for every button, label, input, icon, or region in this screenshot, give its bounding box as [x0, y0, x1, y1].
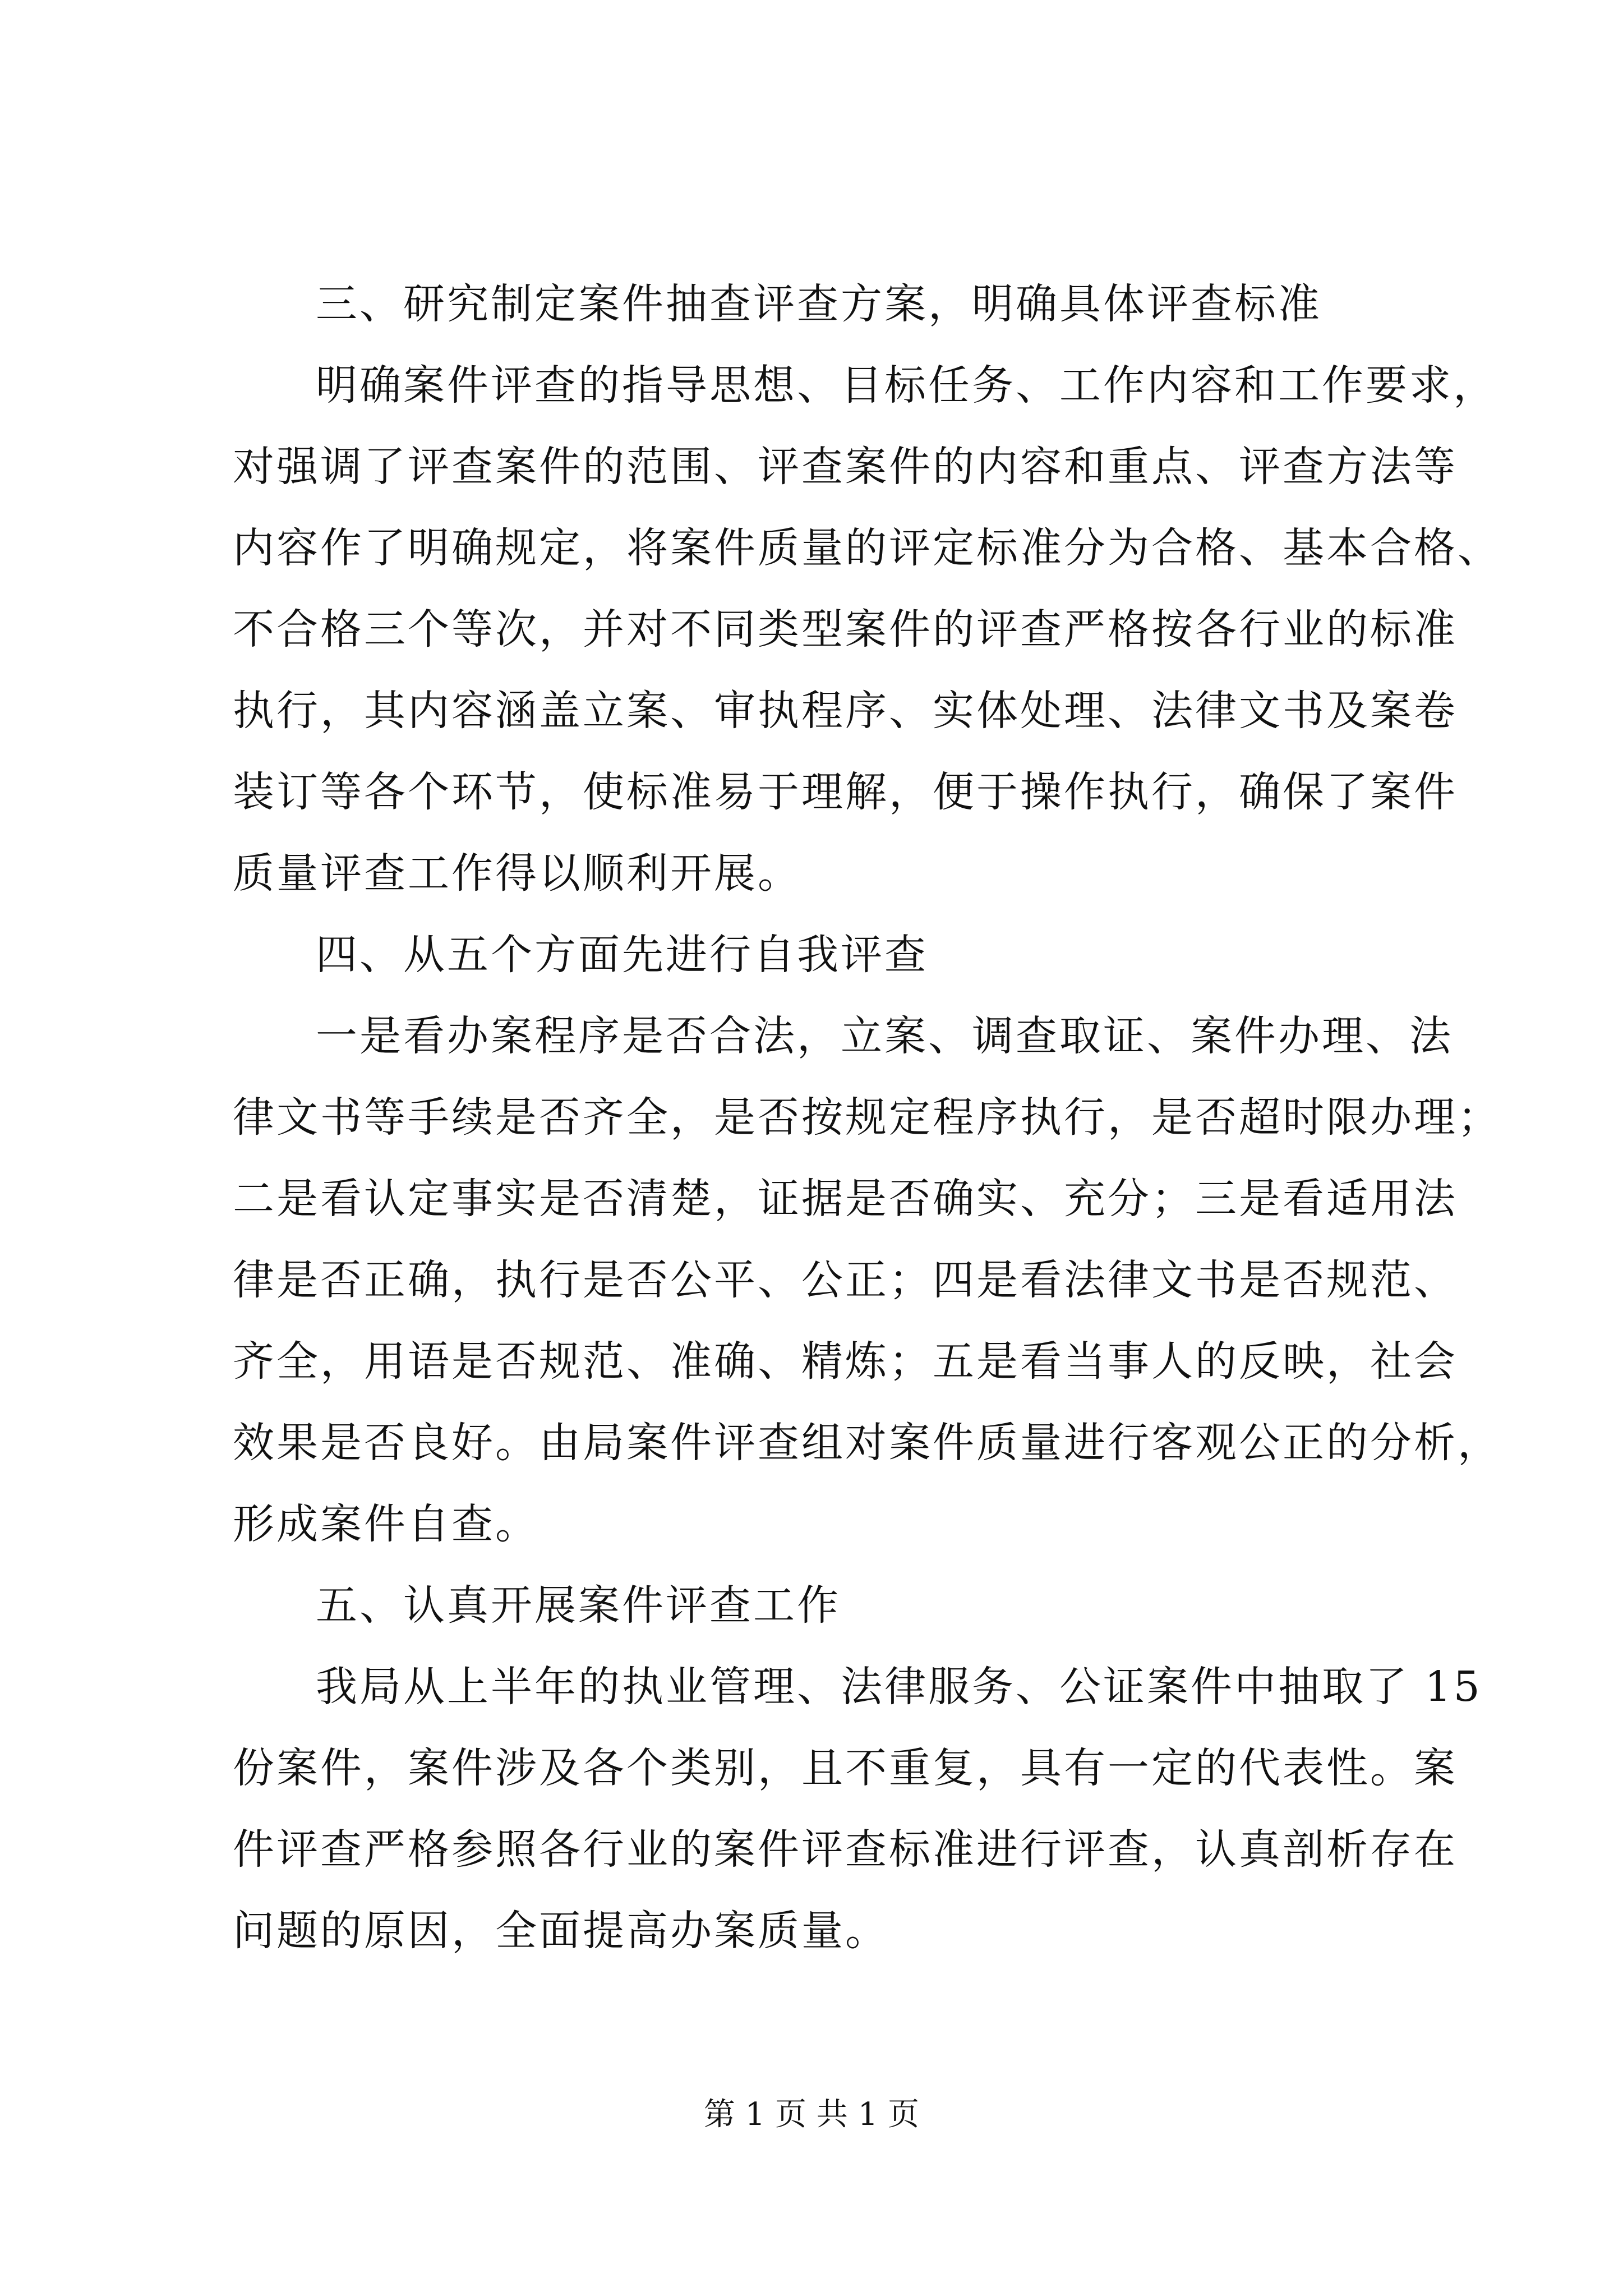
paragraph-line: 件评查严格参照各行业的案件评查标准进行评查，认真剖析存在 [233, 1825, 1458, 1874]
paragraph-line: 二是看认定事实是否清楚，证据是否确实、充分；三是看适用法 [233, 1175, 1458, 1223]
paragraph-line: 明确案件评查的指导思想、目标任务、工作内容和工作要求， [316, 361, 1497, 409]
paragraph-line: 效果是否良好。由局案件评查组对案件质量进行客观公正的分析， [233, 1419, 1501, 1467]
section-heading-5: 五、认真开展案件评查工作 [316, 1581, 841, 1630]
paragraph-line: 问题的原因，全面提高办案质量。 [233, 1907, 889, 1955]
paragraph-line: 形成案件自查。 [233, 1500, 539, 1548]
paragraph-line: 对强调了评查案件的范围、评查案件的内容和重点、评查方法等 [233, 443, 1458, 491]
document-body [233, 264, 1501, 1972]
paragraph-line: 一是看办案程序是否合法，立案、调查取证、案件办理、法 [316, 1012, 1453, 1060]
paragraph-line: 份案件，案件涉及各个类别，且不重复，具有一定的代表性。案 [233, 1744, 1458, 1792]
paragraph-line: 不合格三个等次，并对不同类型案件的评查严格按各行业的标准 [233, 605, 1458, 654]
paragraph-line: 齐全，用语是否规范、准确、精炼；五是看当事人的反映，社会 [233, 1337, 1458, 1386]
paragraph-line: 装订等各个环节，使标准易于理解，便于操作执行，确保了案件 [233, 768, 1458, 816]
paragraph-line: 质量评查工作得以顺利开展。 [233, 849, 801, 898]
paragraph-line: 我局从上半年的执业管理、法律服务、公证案件中抽取了 15 [316, 1663, 1482, 1711]
paragraph-line: 执行，其内容涵盖立案、审执程序、实体处理、法律文书及案卷 [233, 687, 1458, 735]
page-footer: 第 1 页 共 1 页 [703, 2096, 920, 2133]
section-heading-4: 四、从五个方面先进行自我评查 [316, 931, 928, 979]
paragraph-line: 律是否正确，执行是否公平、公正；四是看法律文书是否规范、 [233, 1256, 1458, 1304]
paragraph-line: 律文书等手续是否齐全，是否按规定程序执行，是否超时限办理； [233, 1093, 1501, 1142]
section-heading-3: 三、研究制定案件抽查评查方案，明确具体评查标准 [316, 280, 1322, 328]
paragraph-line: 内容作了明确规定，将案件质量的评定标准分为合格、基本合格、 [233, 524, 1501, 572]
